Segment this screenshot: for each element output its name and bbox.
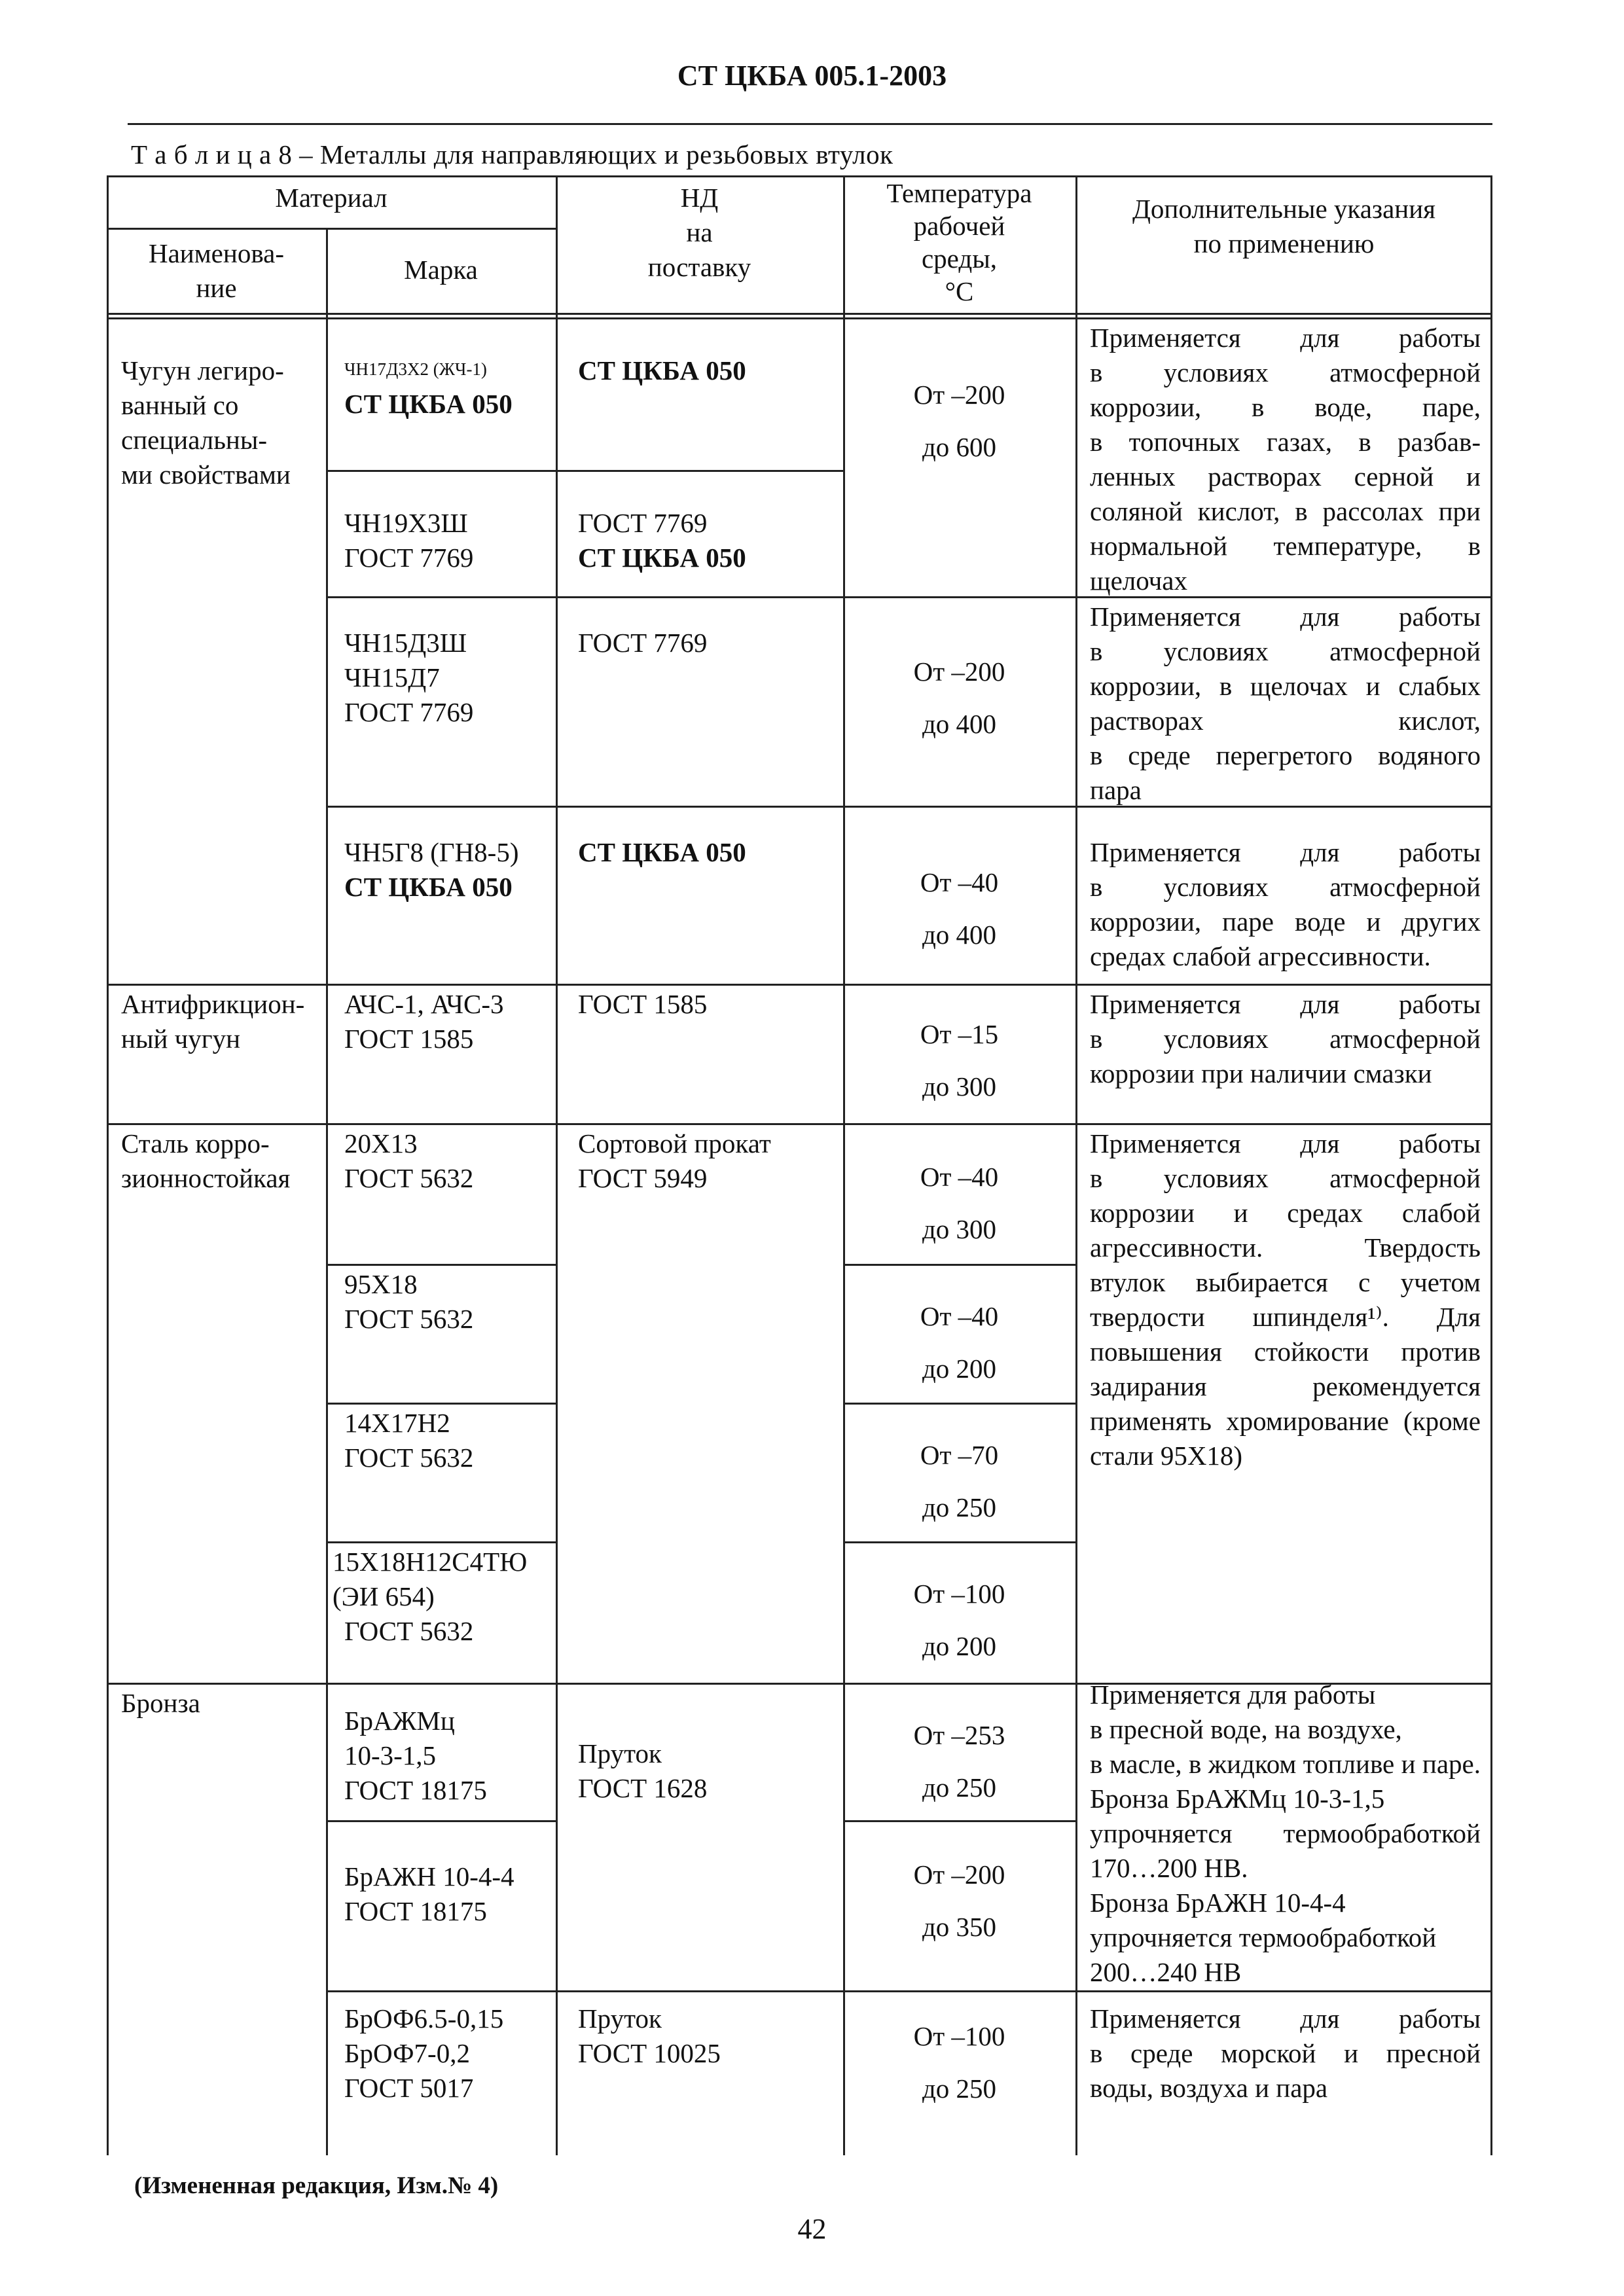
nd-cell: СТ ЦКБА 050 [578,837,746,867]
temperature-cell: От –40 до 400 [920,867,999,950]
grade-cell: 15Х18Н12С4ТЮ (ЭИ 654) ГОСТ 5632 [333,1547,528,1646]
temperature-cell: От –40 до 300 [920,1162,999,1244]
grade-cell: БрОФ6.5-0,15 БрОФ7-0,2 ГОСТ 5017 [344,2003,504,2103]
header-rule [128,123,1492,125]
group-divider [107,984,1492,986]
row-divider [843,1820,1075,1822]
temperature-cell: От –100 до 200 [913,1579,1005,1661]
nd-cell: ГОСТ 7769 [578,628,708,658]
col-divider [1075,175,1077,2155]
grade-cell: ЧН17Д3Х2 (ЖЧ-1) СТ ЦКБА 050 [344,359,513,419]
nd-cell: ГОСТ 7769 СТ ЦКБА 050 [578,508,746,573]
nd-cell: Пруток ГОСТ 10025 [578,2003,721,2068]
row-divider [326,470,843,472]
temperature-cell: От –40 до 200 [920,1301,999,1384]
row-divider [326,1264,556,1266]
header-divider [107,317,1492,319]
usage-note: Применяется для работы в условиях атмосферной коррозии и средах слабой агрессивности. Твердость втулок выбирается с учетом твердости шпинделя¹⁾. Для повышения стойкости против задирания рекомендуется применять хромирование (кроме стали 95Х18) [1090,1128,1481,1471]
group-name-alloyed-cast-iron: Чугун легиро- ванный со специальны- ми свойствами [121,355,291,490]
grade-cell: БрАЖН 10-4-4 ГОСТ 18175 [344,1861,514,1926]
col-header-grade: Марка [404,255,478,285]
row-divider [326,1541,556,1543]
temperature-cell: От –100 до 250 [913,2021,1005,2104]
temperature-cell: От –15 до 300 [920,1019,999,1102]
row-divider [326,1990,1492,1992]
nd-cell: Пруток ГОСТ 1628 [578,1738,708,1803]
group-divider [107,1123,1492,1125]
row-divider [843,1403,1075,1405]
metals-table [107,175,1492,2155]
usage-note: Применяется для работы в пресной воде, на воздухе, в масле, в жидком топливе и паре. Бронза БрАЖМц 10-3-1,5 упрочняется термообработкой 170…200 НВ. Бронза БрАЖН 10-4-4 упрочняется термообработкой 200…240 НВ [1090,1679,1481,1987]
usage-note: Применяется для работы в условиях атмосферной коррозии, в щелочах и слабых растворах кислот, в среде перегретого водяного пара [1090,601,1481,805]
temperature-cell: От –70 до 250 [920,1440,999,1522]
col-header-name: Наименова- ние [148,238,284,303]
col-header-nd: НД на поставку [647,183,751,282]
usage-note: Применяется для работы в условиях атмосферной коррозии при наличии смазки [1090,989,1481,1088]
temperature-cell: От –200 до 400 [913,656,1005,739]
table-caption: Т а б л и ц а 8 – Металлы для направляющих и резьбовых втулок [131,139,893,170]
usage-note: Применяется для работы в среде морской и пресной воды, воздуха и пара [1090,2003,1481,2103]
grade-cell: 95Х18 ГОСТ 5632 [344,1269,474,1334]
col-header-notes: Дополнительные указания по применению [1132,194,1436,259]
table-border [1490,175,1492,2155]
grade-cell: ЧН19Х3Ш ГОСТ 7769 [344,508,474,573]
row-divider [843,1541,1075,1543]
grade-cell: АЧС-1, АЧС-3 ГОСТ 1585 [344,989,504,1054]
table-border [107,175,1492,177]
nd-cell: СТ ЦКБА 050 [578,355,746,386]
col-header-temperature: Температура рабочей среды, °С [886,178,1032,306]
nd-cell: ГОСТ 1585 [578,989,708,1019]
row-divider [326,1403,556,1405]
grade-cell: ЧН15Д3Ш ЧН15Д7 ГОСТ 7769 [344,628,474,727]
group-name-antifriction-cast-iron: Антифрикцион- ный чугун [121,989,305,1054]
group-name-stainless-steel: Сталь корро- зионностойкая [121,1128,291,1193]
revision-note: (Измененная редакция, Изм.№ 4) [134,2172,499,2199]
row-divider [843,1264,1075,1266]
grade-cell: БрАЖМц 10-3-1,5 ГОСТ 18175 [344,1706,487,1805]
header-divider [107,228,556,230]
temperature-cell: От –253 до 250 [913,1720,1005,1803]
col-divider [326,228,328,2155]
grade-cell: ЧН5Г8 (ГН8-5) СТ ЦКБА 050 [344,837,519,902]
grade-cell: 20Х13 ГОСТ 5632 [344,1128,474,1193]
usage-note: Применяется для работы в условиях атмосферной коррозии, паре воде и других средах слабой агрессивности. [1090,837,1481,971]
row-divider [326,1820,556,1822]
group-name-bronze: Бронза [121,1688,200,1718]
usage-note: Применяется для работы в условиях атмосферной коррозии, в воде, паре, в топочных газах, в разбав- ленных растворах серной и соляной кислот, в рассолах при нормальной температуре, в щелочах [1090,323,1481,596]
header-divider [107,313,1492,315]
grade-cell: 14Х17Н2 ГОСТ 5632 [344,1408,474,1473]
document-header: СТ ЦКБА 005.1-2003 [677,60,947,92]
col-divider [556,175,558,2155]
table-border [107,175,109,2155]
page-number: 42 [797,2213,827,2245]
temperature-cell: От –200 до 600 [913,380,1005,462]
nd-cell: Сортовой прокат ГОСТ 5949 [578,1128,771,1193]
temperature-cell: От –200 до 350 [913,1859,1005,1942]
col-header-material: Материал [275,183,388,213]
